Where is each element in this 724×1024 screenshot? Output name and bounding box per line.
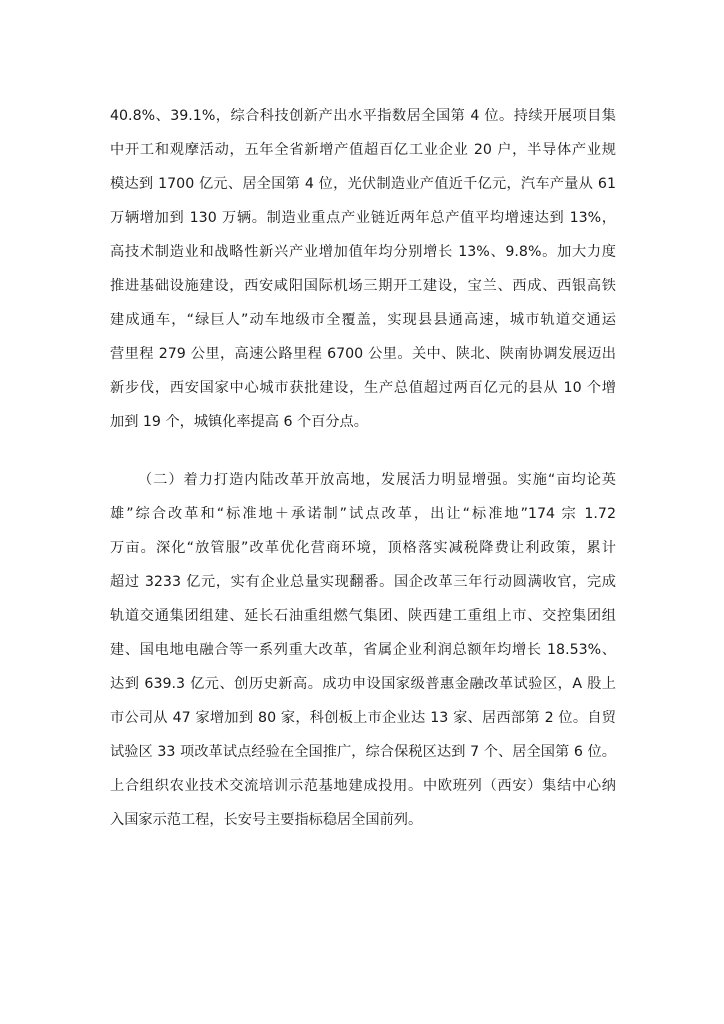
paragraph-2-line-9: 试验区 33 项改革试点经验在全国推广，综合保税区达到 7 个、居全国第 6 位。 xyxy=(110,744,616,760)
paragraph-1-line-5: 高技术制造业和战略性新兴产业增加值年均分别增长 13%、9.8%。加大力度 xyxy=(110,244,616,260)
paragraph-2-line-5: 轨道交通集团组建、延长石油重组燃气集团、陕西建工重组上市、交控集团组 xyxy=(110,608,616,624)
paragraph-1-line-9: 新步伐，西安国家中心城市获批建设，生产总值超过两百亿元的县从 10 个增 xyxy=(110,380,616,396)
paragraph-2-line-11: 入国家示范工程，长安号主要指标稳居全国前列。 xyxy=(110,812,423,828)
paragraph-1-line-8: 营里程 279 公里，高速公路里程 6700 公里。关中、陕北、陕南协调发展迈出 xyxy=(110,346,616,362)
paragraph-1-line-6: 推进基础设施建设，西安咸阳国际机场三期开工建设，宝兰、西成、西银高铁 xyxy=(110,278,616,294)
paragraph-2-line-1: （二）着力打造内陆改革开放高地，发展活力明显增强。实施“亩均论英 xyxy=(138,472,616,488)
paragraph-2-line-3: 万亩。深化“放管服”改革优化营商环境，顶格落实减税降费让利政策，累计 xyxy=(110,540,616,556)
paragraph-1-line-3: 模达到 1700 亿元、居全国第 4 位，光伏制造业产值近千亿元，汽车产量从 61 xyxy=(110,176,616,192)
paragraph-1-line-1: 40.8%、39.1%，综合科技创新产出水平指数居全国第 4 位。持续开展项目集 xyxy=(110,108,616,124)
paragraph-1-line-2: 中开工和观摩活动，五年全省新增产值超百亿工业企业 20 户，半导体产业规 xyxy=(110,142,616,158)
paragraph-2-line-8: 市公司从 47 家增加到 80 家，科创板上市企业达 13 家、居西部第 2 位。自贸 xyxy=(110,710,616,726)
paragraph-2-line-6: 建、国电地电融合等一系列重大改革，省属企业利润总额年均增长 18.53%、 xyxy=(110,642,616,658)
paragraph-2-line-10: 上合组织农业技术交流培训示范基地建成投用。中欧班列（西安）集结中心纳 xyxy=(110,778,616,794)
paragraph-1-line-7: 建成通车，“绿巨人”动车地级市全覆盖，实现县县通高速，城市轨道交通运 xyxy=(110,312,616,328)
paragraph-1-line-4: 万辆增加到 130 万辆。制造业重点产业链近两年总产值平均增速达到 13%， xyxy=(110,210,616,226)
paragraph-2-line-7: 达到 639.3 亿元、创历史新高。成功申设国家级普惠金融改革试验区，A 股上 xyxy=(110,676,616,692)
paragraph-2-line-4: 超过 3233 亿元，实有企业总量实现翻番。国企改革三年行动圆满收官，完成 xyxy=(110,574,616,590)
paragraph-1-line-10: 加到 19 个，城镇化率提高 6 个百分点。 xyxy=(110,414,368,430)
paragraph-2-line-2: 雄”综合改革和“标准地＋承诺制”试点改革，出让“标准地”174 宗 1.72 xyxy=(110,506,616,522)
